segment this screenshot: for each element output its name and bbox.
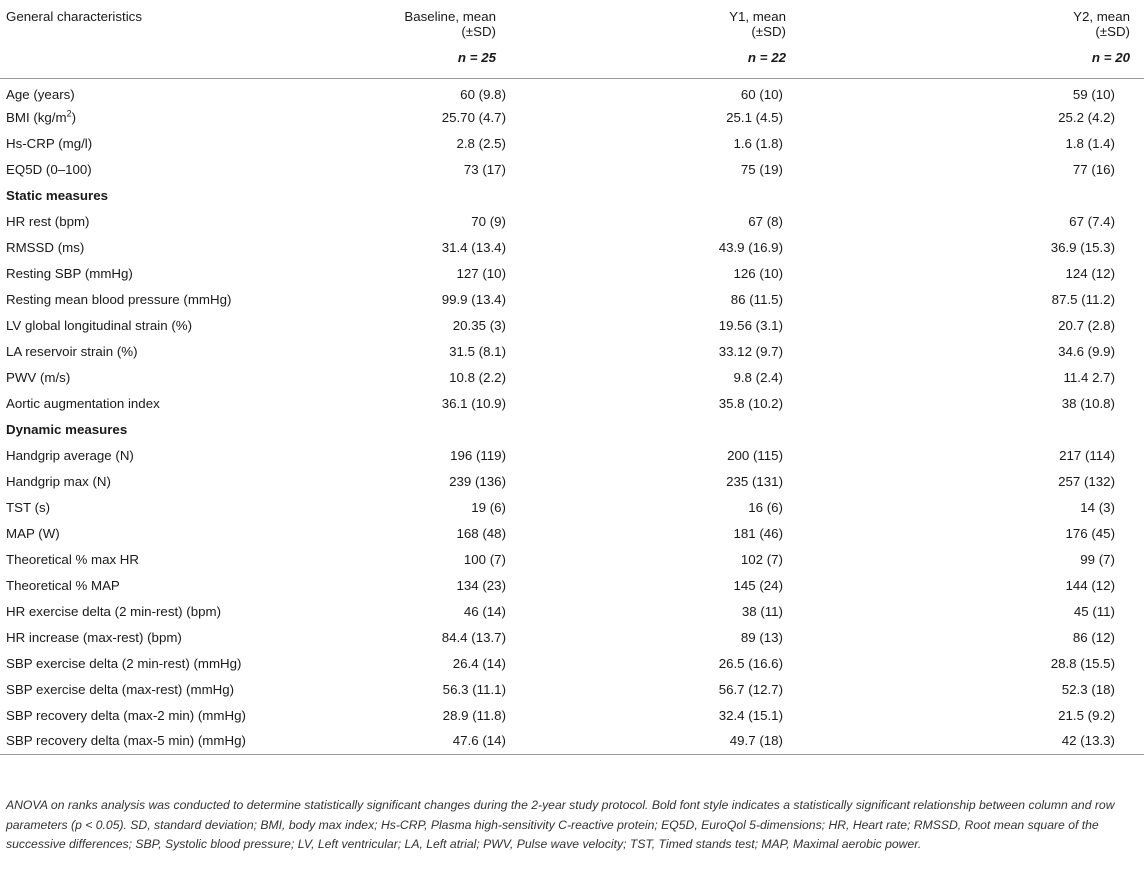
cell-y1: [524, 182, 814, 208]
cell-y2: 59 (10): [1072, 86, 1115, 102]
cell-y2: 11.4 2.7): [1063, 369, 1115, 385]
table-row: [0, 312, 1144, 338]
cell-y2: 21.5 (9.2): [1058, 707, 1115, 723]
cell-y2: 77 (16): [1072, 161, 1115, 177]
cell-baseline: 56.3 (11.1): [442, 681, 506, 697]
cell-y2: 36.9 (15.3): [1050, 239, 1115, 255]
row-label: PWV (m/s): [6, 369, 71, 385]
cell-baseline: 31.5 (8.1): [449, 343, 506, 359]
row-label: Age (years): [6, 86, 75, 102]
cell-baseline: 73 (17): [463, 161, 506, 177]
cell-y2: 34.6 (9.9): [1058, 343, 1115, 359]
header-y2: Y2, mean: [1073, 9, 1130, 24]
cell-y1: 235 (131): [726, 473, 783, 489]
cell-baseline: 25.70 (4.7): [441, 109, 506, 125]
header-y1: Y1, mean: [729, 9, 786, 24]
cell-baseline: 2.8 (2.5): [456, 135, 506, 151]
header-y2-n: n = 20: [1091, 50, 1130, 65]
row-label: EQ5D (0–100): [6, 161, 92, 177]
cell-baseline: 134 (23): [456, 577, 506, 593]
cell-y1: 200 (115): [727, 447, 783, 463]
cell-y1: 38 (11): [741, 603, 783, 619]
section-heading: Static measures: [6, 187, 108, 203]
cell-baseline: 20.35 (3): [452, 317, 506, 333]
cell-y1: 16 (6): [748, 499, 783, 515]
cell-y2: 257 (132): [1058, 473, 1115, 489]
cell-y1: 89 (13): [740, 629, 783, 645]
row-label: Aortic augmentation index: [6, 395, 160, 411]
cell-y2: 52.3 (18): [1061, 681, 1115, 697]
table-row: [0, 130, 1144, 156]
cell-baseline: 127 (10): [456, 265, 506, 281]
cell-y1: 35.8 (10.2): [718, 395, 783, 411]
row-label: LV global longitudinal strain (%): [6, 317, 193, 333]
cell-baseline: 168 (48): [456, 525, 506, 541]
row-label: HR rest (bpm): [6, 213, 90, 229]
cell-baseline: 196 (119): [450, 447, 506, 463]
table-row: [0, 234, 1144, 260]
cell-y1: 181 (46): [733, 525, 783, 541]
cell-y1: [524, 416, 814, 442]
header-baseline-n: n = 25: [457, 50, 496, 65]
section-row: [0, 416, 1144, 442]
table-header: [0, 0, 1144, 78]
table-row: [0, 520, 1144, 546]
header-y1-sd: (±SD): [751, 24, 786, 39]
cell-y2: 67 (7.4): [1069, 213, 1115, 229]
table-row: [0, 390, 1144, 416]
cell-baseline: 10.8 (2.2): [449, 369, 506, 385]
cell-baseline: 31.4 (13.4): [441, 239, 506, 255]
row-label: MAP (W): [6, 525, 60, 541]
cell-baseline: [256, 416, 524, 442]
cell-y2: 124 (12): [1065, 265, 1115, 281]
row-label: Resting SBP (mmHg): [6, 265, 133, 281]
cell-y2: 20.7 (2.8): [1058, 317, 1115, 333]
table-row: [0, 78, 1144, 104]
cell-y1: 60 (10): [740, 86, 783, 102]
cell-y2: [814, 416, 1144, 442]
cell-y1: 126 (10): [733, 265, 783, 281]
cell-y2: 217 (114): [1059, 447, 1115, 463]
row-label: Handgrip average (N): [6, 447, 134, 463]
row-label: Handgrip max (N): [6, 473, 111, 489]
table-row: [0, 260, 1144, 286]
cell-y1: 1.6 (1.8): [733, 135, 783, 151]
cell-baseline: 60 (9.8): [460, 86, 506, 102]
table-row: [0, 598, 1144, 624]
row-label: Theoretical % max HR: [6, 551, 140, 567]
table-row: [0, 546, 1144, 572]
cell-y1: 102 (7): [740, 551, 783, 567]
cell-baseline: 239 (136): [449, 473, 506, 489]
cell-y1: 33.12 (9.7): [718, 343, 783, 359]
row-label: Resting mean blood pressure (mmHg): [6, 291, 232, 307]
cell-y2: 14 (3): [1080, 499, 1115, 515]
table-row: [0, 676, 1144, 702]
cell-y1: 49.7 (18): [524, 728, 814, 754]
cell-y2: 86 (12): [1072, 629, 1115, 645]
cell-y2: 99 (7): [1080, 551, 1115, 567]
row-label: RMSSD (ms): [6, 239, 85, 255]
header-general-characteristics: General characteristics: [6, 9, 142, 24]
row-label: Hs-CRP (mg/l): [6, 135, 93, 151]
cell-baseline: 100 (7): [463, 551, 506, 567]
cell-y1: 26.5 (16.6): [718, 655, 783, 671]
table-row: [0, 572, 1144, 598]
cell-y2: 38 (10.8): [1061, 395, 1115, 411]
section-heading: Dynamic measures: [6, 421, 128, 437]
cell-y2: 42 (13.3): [814, 728, 1144, 754]
cell-y1: 145 (24): [733, 577, 783, 593]
row-label: BMI $(kg/m^2)$: [6, 108, 77, 125]
cell-baseline: 28.9 (11.8): [442, 707, 506, 723]
table-row: [0, 702, 1144, 728]
cell-y1: 56.7 (12.7): [718, 681, 783, 697]
table-row: [0, 494, 1144, 520]
table-body: [0, 78, 1144, 754]
row-label: HR increase (max-rest) (bpm): [6, 629, 182, 645]
cell-y1: 32.4 (15.1): [718, 707, 783, 723]
cell-baseline: 26.4 (14): [452, 655, 506, 671]
section-row: [0, 182, 1144, 208]
table-row: [0, 338, 1144, 364]
row-label: TST (s): [6, 499, 51, 515]
cell-y1: 43.9 (16.9): [718, 239, 783, 255]
cell-baseline: 36.1 (10.9): [441, 395, 506, 411]
cell-y2: 144 (12): [1065, 577, 1115, 593]
header-baseline-sd: (±SD): [461, 24, 496, 39]
cell-y1: 19.56 (3.1): [718, 317, 783, 333]
cell-y2: 45 (11): [1073, 603, 1115, 619]
cell-y2: 87.5 (11.2): [1051, 291, 1115, 307]
cell-baseline: 99.9 (13.4): [441, 291, 506, 307]
header-y2-sd: (±SD): [1095, 24, 1130, 39]
row-label: SBP exercise delta (2 min-rest) (mmHg): [6, 655, 242, 671]
table-footnote: ANOVA on ranks analysis was conducted to determine statistically significant changes during the 2-year study protocol. Bold font style indicates a statistically significant relationship between column and row parameters (p < 0.05). SD, standard deviation; BMI, body max index; Hs-CRP, Plasma high-sensitivity C-reactive protein; EQ5D, EuroQol 5-dimensions; HR, Heart rate; RMSSD, Root mean square of the successive differences; SBP, Systolic blood pressure; LV, Left ventricular; LA, Left atrial; PWV, Pulse wave velocity; TST, Timed stands test; MAP, Maximal aerobic power.: [6, 798, 1115, 851]
cell-baseline: 70 (9): [471, 213, 506, 229]
table-row: [0, 624, 1144, 650]
row-label: SBP recovery delta (max-2 min) (mmHg): [6, 707, 246, 723]
cell-baseline: 46 (14): [463, 603, 506, 619]
row-label: HR exercise delta (2 min-rest) (bpm): [6, 603, 222, 619]
cell-y1: 25.1 (4.5): [726, 109, 783, 125]
row-label: SBP exercise delta (max-rest) (mmHg): [6, 681, 235, 697]
cell-y1: 67 (8): [748, 213, 783, 229]
table-row: [0, 468, 1144, 494]
cell-y2: 25.2 (4.2): [1058, 109, 1115, 125]
table-row: [0, 286, 1144, 312]
table-row: [0, 104, 1144, 130]
cell-y2: 1.8 (1.4): [1065, 135, 1115, 151]
cell-baseline: 19 (6): [471, 499, 506, 515]
table-row: [0, 728, 1144, 754]
header-y1-n: n = 22: [747, 50, 786, 65]
row-label: SBP recovery delta (max-5 min) (mmHg): [0, 728, 256, 754]
header-baseline: Baseline, mean: [404, 9, 496, 24]
table-row: [0, 442, 1144, 468]
cell-baseline: 84.4 (13.7): [441, 629, 506, 645]
cell-y1: 86 (11.5): [730, 291, 783, 307]
table-row: [0, 364, 1144, 390]
cell-y2: 28.8 (15.5): [1050, 655, 1115, 671]
table-row: [0, 156, 1144, 182]
cell-baseline: 47.6 (14): [256, 728, 524, 754]
table-row: [0, 650, 1144, 676]
table-row: [0, 208, 1144, 234]
cell-y1: 75 (19): [740, 161, 783, 177]
cell-y2: [814, 182, 1144, 208]
row-label: LA reservoir strain (%): [6, 343, 138, 359]
row-label: Theoretical % MAP: [6, 577, 120, 593]
cell-baseline: [256, 182, 524, 208]
cell-y1: 9.8 (2.4): [733, 369, 783, 385]
cell-y2: 176 (45): [1065, 525, 1115, 541]
